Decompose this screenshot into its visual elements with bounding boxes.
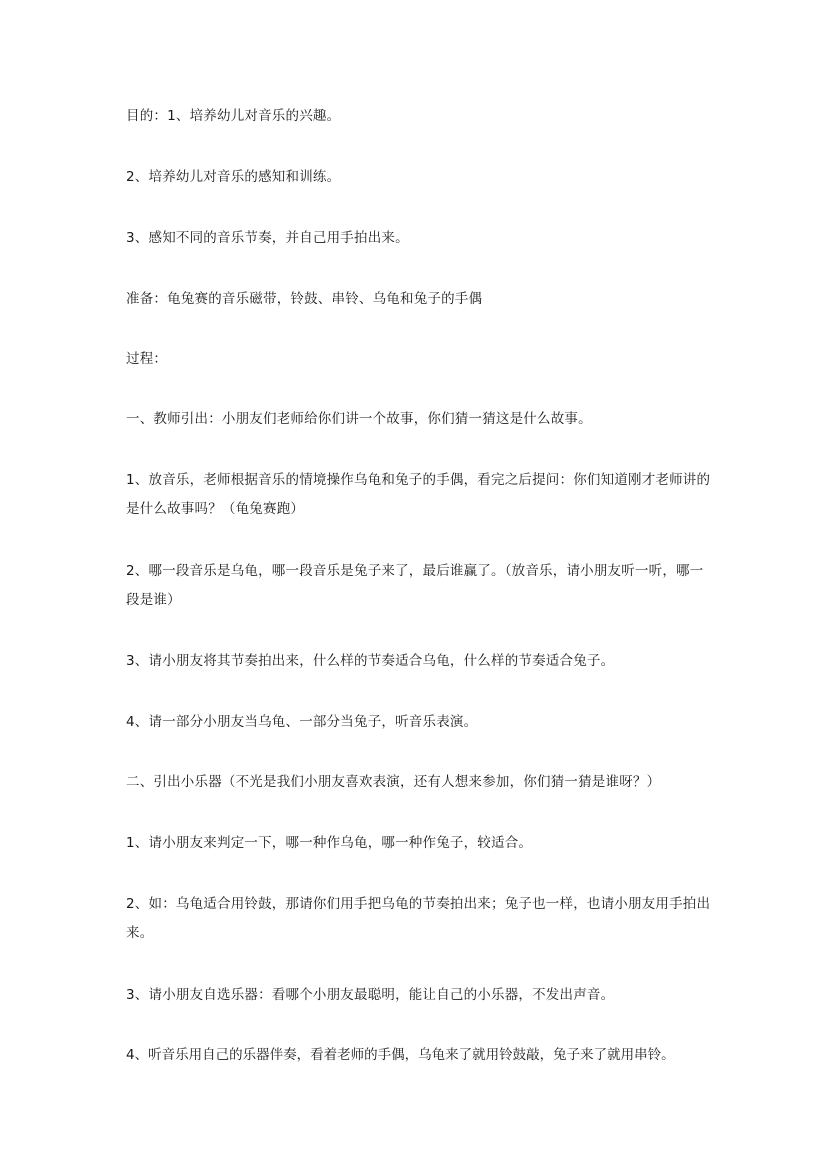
step-1-1: 1、放音乐，老师根据音乐的情境操作乌龟和兔子的手偶，看完之后提问：你们知道刚才老师讲的是什么故事吗？（龟兔赛跑）	[126, 472, 711, 517]
goal-3: 3、感知不同的音乐节奏，并自己用手拍出来。	[126, 230, 409, 246]
section-two-intro: 二、引出小乐器（不光是我们小朋友喜欢表演，还有人想来参加，你们猜一猜是谁呀？）	[126, 774, 661, 790]
process-heading: 过程：	[126, 351, 168, 367]
step-1-4: 4、请一部分小朋友当乌龟、一部分当兔子，听音乐表演。	[126, 714, 478, 730]
step-2-2: 2、如：乌龟适合用铃鼓，那请你们用手把乌龟的节奏拍出来；兔子也一样，也请小朋友用手拍出来。	[126, 896, 711, 941]
step-1-3: 3、请小朋友将其节奏拍出来，什么样的节奏适合乌龟，什么样的节奏适合兔子。	[126, 653, 615, 669]
goal-2: 2、培养幼儿对音乐的感知和训练。	[126, 169, 341, 185]
goal-intro: 目的：1、培养幼儿对音乐的兴趣。	[126, 108, 341, 124]
step-1-2: 2、哪一段音乐是乌龟，哪一段音乐是兔子来了，最后谁赢了。（放音乐，请小朋友听一听，哪一段是谁）	[126, 563, 704, 608]
preparation: 准备：龟兔赛的音乐磁带，铃鼓、串铃、乌龟和兔子的手偶	[126, 291, 483, 307]
step-2-4: 4、听音乐用自己的乐器伴奏，看着老师的手偶，乌龟来了就用铃鼓敲，兔子来了就用串铃。	[126, 1047, 675, 1063]
section-one-intro: 一、教师引出：小朋友们老师给你们讲一个故事，你们猜一猜这是什么故事。	[126, 411, 592, 427]
step-2-3: 3、请小朋友自选乐器：看哪个小朋友最聪明，能让自己的小乐器，不发出声音。	[126, 987, 615, 1003]
step-2-1: 1、请小朋友来判定一下，哪一种作乌龟，哪一种作兔子，较适合。	[126, 835, 533, 851]
